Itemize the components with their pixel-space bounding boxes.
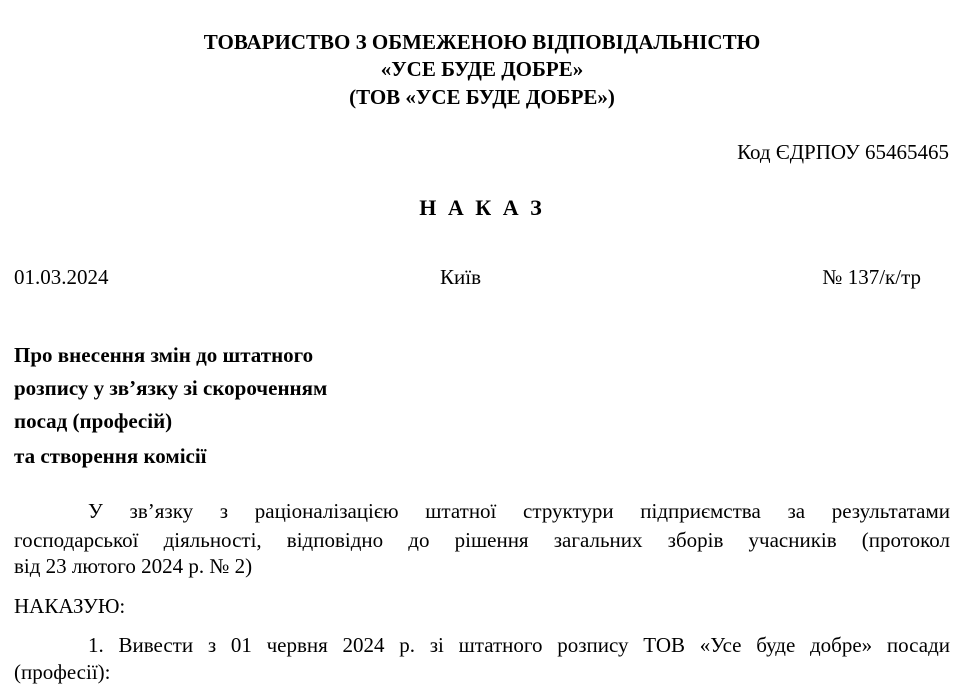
preamble-line: У зв’язку з раціоналізацією штатної структури підприємства за результатами xyxy=(88,499,950,523)
subject-line: та створення комісії xyxy=(14,444,207,468)
order-word: НАКАЗУЮ: xyxy=(14,594,126,618)
order-number: № 137/к/тр xyxy=(822,265,921,289)
preamble-line: від 23 лютого 2024 р. № 2) xyxy=(14,554,253,578)
edrpou-code: Код ЄДРПОУ 65465465 xyxy=(737,140,949,164)
document-type-title: Н А К А З xyxy=(419,195,545,220)
order-item-line: (професії): xyxy=(14,660,111,684)
preamble-line: господарської діяльності, відповідно до рішення загальних зборів учасників (протокол xyxy=(14,528,950,552)
subject-line: посад (професій) xyxy=(14,409,173,433)
order-date: 01.03.2024 xyxy=(14,265,109,289)
subject-line: Про внесення змін до штатного xyxy=(14,343,314,367)
company-name: «УСЕ БУДЕ ДОБРЕ» xyxy=(380,57,584,81)
subject-line: розпису у зв’язку зі скороченням xyxy=(14,376,328,400)
order-city: Київ xyxy=(440,265,481,289)
order-item-line: 1. Вивести з 01 червня 2024 р. зі штатного розпису ТОВ «Усе буде добре» посади xyxy=(88,633,950,657)
company-full-name: ТОВАРИСТВО З ОБМЕЖЕНОЮ ВІДПОВІДАЛЬНІСТЮ xyxy=(203,30,761,54)
company-short-name: (ТОВ «УСЕ БУДЕ ДОБРЕ») xyxy=(349,85,615,109)
